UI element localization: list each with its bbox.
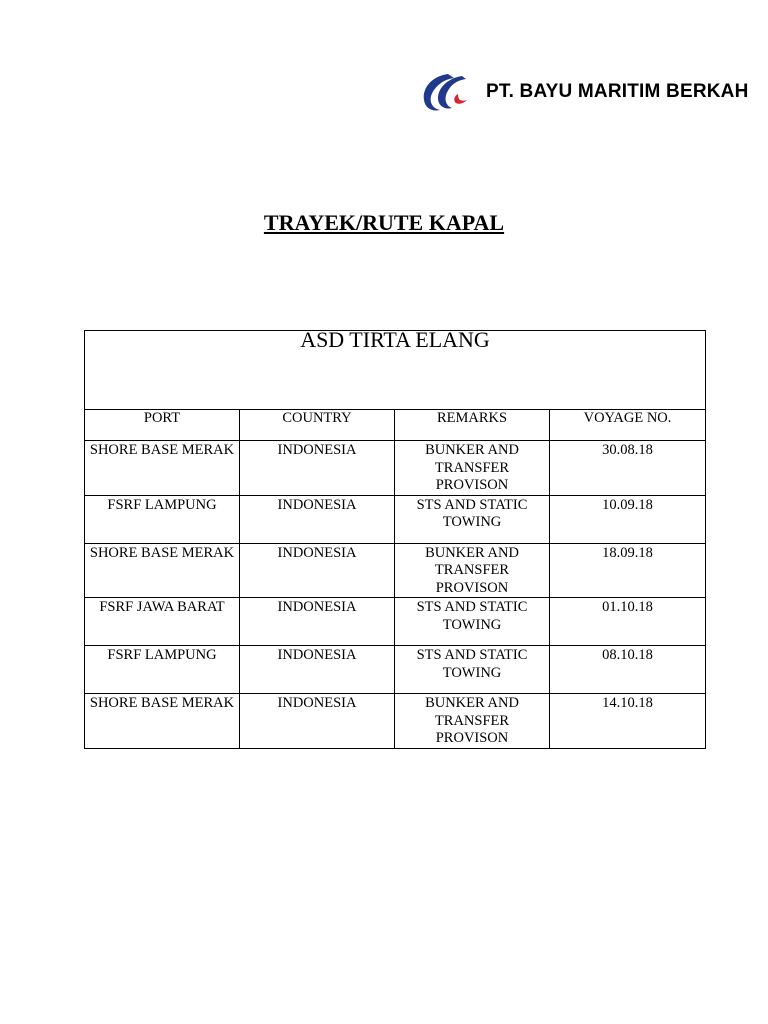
table-header-row: [85, 410, 706, 441]
cell-voyage: 18.09.18: [550, 543, 706, 598]
cell-country: INDONESIA: [240, 495, 395, 543]
cell-voyage: 10.09.18: [550, 495, 706, 543]
table-row: [85, 441, 706, 496]
vessel-name: ASD TIRTA ELANG: [85, 331, 706, 410]
cell-country: INDONESIA: [240, 598, 395, 646]
cell-remarks: BUNKER AND TRANSFER PROVISON: [395, 441, 550, 496]
cell-port: FSRF LAMPUNG: [85, 646, 240, 694]
cell-country: INDONESIA: [240, 543, 395, 598]
cell-port: FSRF JAWA BARAT: [85, 598, 240, 646]
route-table: [84, 327, 706, 749]
cell-remarks: BUNKER AND TRANSFER PROVISON: [395, 694, 550, 749]
cell-port: SHORE BASE MERAK: [85, 694, 240, 749]
cell-voyage: 30.08.18: [550, 441, 706, 496]
company-name: PT. BAYU MARITIM BERKAH: [486, 81, 749, 102]
cell-voyage: 08.10.18: [550, 646, 706, 694]
column-header-remarks: REMARKS: [395, 410, 550, 441]
swoosh-logo-icon: [418, 70, 476, 114]
cell-voyage: 01.10.18: [550, 598, 706, 646]
letterhead: [418, 62, 768, 122]
cell-country: INDONESIA: [240, 646, 395, 694]
cell-country: INDONESIA: [240, 694, 395, 749]
cell-remarks: BUNKER AND TRANSFER PROVISON: [395, 543, 550, 598]
cell-port: FSRF LAMPUNG: [85, 495, 240, 543]
column-header-port: PORT: [85, 410, 240, 441]
document-title: TRAYEK/RUTE KAPAL: [263, 210, 505, 235]
cell-port: SHORE BASE MERAK: [85, 441, 240, 496]
cell-remarks: STS AND STATIC TOWING: [395, 495, 550, 543]
cell-voyage: 14.10.18: [550, 694, 706, 749]
table-row: [85, 694, 706, 749]
table-row: [85, 646, 706, 694]
cell-remarks: STS AND STATIC TOWING: [395, 598, 550, 646]
cell-remarks: STS AND STATIC TOWING: [395, 646, 550, 694]
column-header-country: COUNTRY: [240, 410, 395, 441]
table-row: [85, 495, 706, 543]
table-row: [85, 543, 706, 598]
cell-port: SHORE BASE MERAK: [85, 543, 240, 598]
cell-country: INDONESIA: [240, 441, 395, 496]
column-header-voyage: VOYAGE NO.: [550, 410, 706, 441]
table-row: [85, 598, 706, 646]
